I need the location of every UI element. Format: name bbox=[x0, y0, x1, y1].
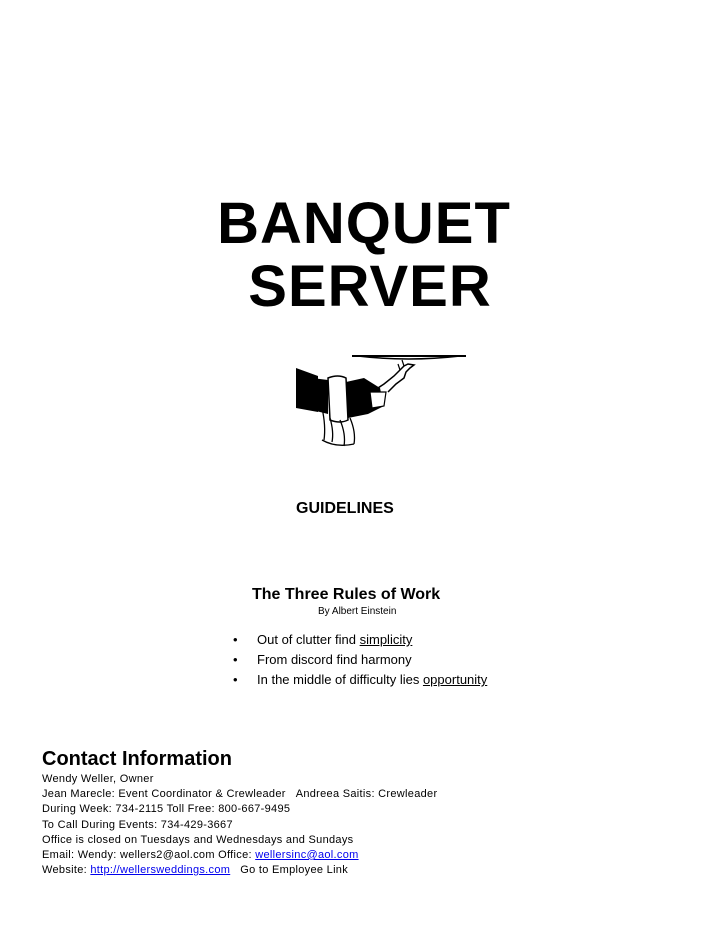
list-item bbox=[230, 670, 487, 690]
contact-block bbox=[42, 772, 437, 878]
rules-author: By Albert Einstein bbox=[318, 606, 397, 617]
bullet-icon: • bbox=[233, 672, 238, 687]
list-item bbox=[230, 630, 487, 650]
rules-title: The Three Rules of Work bbox=[252, 586, 441, 603]
rule-text: From discord find harmony bbox=[257, 652, 412, 667]
waiter-serving-tray-icon bbox=[288, 348, 468, 448]
rule-emphasis: simplicity bbox=[359, 632, 413, 647]
email-line bbox=[42, 848, 437, 863]
coordinator: Jean Marecle: Event Coordinator & Crewleader bbox=[42, 788, 286, 801]
coordinator-line bbox=[42, 787, 437, 802]
email-label: Email: Wendy: wellers2@aol.com Office: bbox=[42, 849, 256, 862]
rule-emphasis: opportunity bbox=[422, 672, 488, 687]
crewleader: Andreea Saitis: Crewleader bbox=[295, 788, 438, 801]
office-hours-line: Office is closed on Tuesdays and Wednesdays and Sundays bbox=[42, 833, 354, 846]
title-line-1: BANQUET bbox=[217, 191, 511, 256]
guidelines-heading: GUIDELINES bbox=[296, 500, 394, 517]
website-link[interactable]: http://wellersweddings.com bbox=[90, 864, 231, 877]
owner-line: Wendy Weller, Owner bbox=[42, 773, 154, 785]
bullet-icon: • bbox=[233, 632, 238, 647]
list-item bbox=[230, 650, 487, 670]
events-phone-line: To Call During Events: 734-429-3667 bbox=[42, 818, 233, 831]
rule-text: Out of clutter find bbox=[257, 632, 360, 647]
website-line bbox=[42, 863, 437, 878]
contact-heading: Contact Information bbox=[42, 748, 232, 770]
title-line-2: SERVER bbox=[248, 254, 492, 319]
bullet-icon: • bbox=[233, 652, 238, 667]
website-label: Website: bbox=[42, 864, 91, 877]
office-email-link[interactable]: wellersinc@aol.com bbox=[255, 849, 359, 862]
phones-line: During Week: 734-2115 Toll Free: 800-667-9495 bbox=[42, 803, 291, 816]
rule-text: In the middle of difficulty lies bbox=[257, 672, 423, 687]
rules-list bbox=[230, 630, 487, 690]
employee-link-text: Go to Employee Link bbox=[240, 864, 349, 877]
